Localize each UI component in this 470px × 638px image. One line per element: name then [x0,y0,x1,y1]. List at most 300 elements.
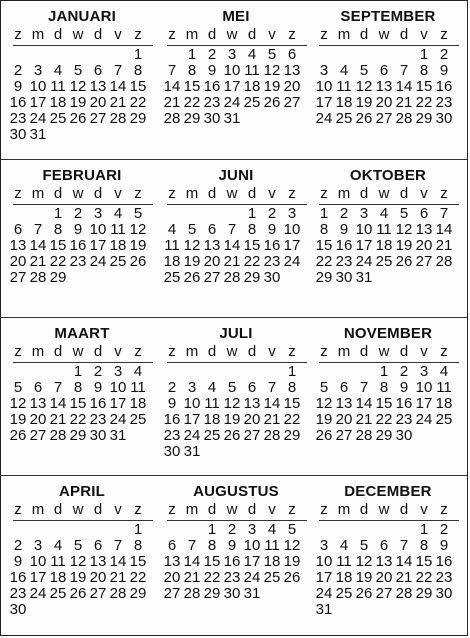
weekday-label: m [185,501,199,518]
day-cell: 14 [29,237,47,254]
weekday-separator [13,520,153,521]
day-cell: 31 [29,126,47,143]
weekday-label: w [226,185,238,202]
day-cell: 17 [89,237,107,254]
day-cell: 25 [203,427,221,444]
day-cell: 18 [49,94,67,111]
day-cell: 20 [375,569,393,586]
weekday-label: w [72,501,84,518]
day-cell: 7 [399,62,409,79]
day-cell: 7 [167,62,177,79]
day-cell: 27 [163,585,181,602]
day-cell: 14 [183,553,201,570]
weekday-label: v [268,501,276,518]
weekday-label: m [337,343,351,360]
weekday-label: z [168,343,176,360]
day-cell: 28 [395,585,413,602]
day-cell: 26 [263,94,281,111]
day-cell: 21 [29,253,47,270]
day-cell: 24 [315,585,333,602]
weekday-label: z [134,343,142,360]
day-cell: 22 [129,94,147,111]
day-cell: 29 [243,269,261,286]
day-cell: 15 [129,553,147,570]
day-cell: 7 [399,537,409,554]
day-cell: 21 [355,411,373,428]
day-cell: 23 [203,94,221,111]
day-cell: 13 [89,78,107,95]
weekday-label: z [14,185,22,202]
day-cell: 8 [73,379,83,396]
day-cell: 22 [183,94,201,111]
day-cell: 19 [129,237,147,254]
weekday-label: v [268,343,276,360]
day-cell: 2 [207,46,217,63]
day-cell: 11 [336,78,352,95]
day-cell: 27 [9,269,27,286]
weekday-label: z [440,185,448,202]
weekday-label: w [226,26,238,43]
month-title: MEI [222,8,250,25]
day-cell: 28 [49,427,67,444]
day-cell: 25 [49,585,67,602]
day-cell: 2 [339,205,349,222]
weekday-label: z [320,501,328,518]
day-cell: 9 [13,78,23,95]
day-cell: 10 [89,221,107,238]
day-cell: 16 [435,553,453,570]
weekday-label: d [247,501,257,518]
weekday-label: m [185,185,199,202]
day-cell: 8 [187,62,197,79]
day-cell: 28 [395,110,413,127]
day-cell: 24 [315,110,333,127]
weekday-label: w [72,343,84,360]
day-cell: 6 [207,221,217,238]
day-cell: 23 [395,411,413,428]
day-cell: 11 [50,78,66,95]
day-cell: 7 [113,62,123,79]
day-cell: 21 [183,569,201,586]
day-cell: 23 [163,427,181,444]
day-cell: 29 [129,110,147,127]
day-cell: 13 [283,62,301,79]
day-cell: 21 [163,94,181,111]
weekday-label: z [168,501,176,518]
day-cell: 26 [183,269,201,286]
day-cell: 26 [315,427,333,444]
day-cell: 3 [33,62,43,79]
day-cell: 27 [29,427,47,444]
day-cell: 16 [163,411,181,428]
day-cell: 8 [133,62,143,79]
day-cell: 22 [415,569,433,586]
day-cell: 18 [129,395,147,412]
weekday-label: z [14,26,22,43]
day-cell: 30 [435,585,453,602]
day-cell: 17 [415,395,433,412]
day-cell: 31 [183,443,201,460]
day-cell: 14 [435,221,453,238]
day-cell: 6 [287,46,297,63]
day-cell: 22 [49,253,67,270]
weekday-label: m [337,26,351,43]
day-cell: 3 [227,46,237,63]
weekday-label: d [399,26,409,43]
weekday-label: d [399,501,409,518]
day-cell: 25 [49,110,67,127]
day-cell: 15 [243,237,261,254]
month-title: FEBRUARI [42,167,122,184]
day-cell: 8 [53,221,63,238]
day-cell: 7 [267,379,277,396]
day-cell: 1 [187,46,197,63]
day-cell: 3 [287,205,297,222]
day-cell: 9 [93,379,103,396]
day-cell: 16 [9,569,27,586]
day-cell: 12 [395,221,413,238]
day-cell: 17 [315,569,333,586]
weekday-label: d [359,501,369,518]
day-cell: 12 [263,62,281,79]
day-cell: 14 [355,395,373,412]
day-cell: 13 [163,553,181,570]
day-cell: 1 [419,521,429,538]
day-cell: 1 [207,521,217,538]
weekday-label: z [14,343,22,360]
day-cell: 7 [359,379,369,396]
day-cell: 8 [419,537,429,554]
day-cell: 21 [109,569,127,586]
day-cell: 1 [287,363,297,380]
day-cell: 9 [227,537,237,554]
day-cell: 18 [435,395,453,412]
day-cell: 20 [89,569,107,586]
day-cell: 19 [355,569,373,586]
month-title: JUNI [218,167,254,184]
day-cell: 2 [267,205,277,222]
day-cell: 15 [415,78,433,95]
day-cell: 23 [69,253,87,270]
weekday-label: d [93,501,103,518]
day-cell: 14 [223,237,241,254]
day-cell: 22 [69,411,87,428]
day-cell: 20 [283,78,301,95]
month-block-december [313,476,463,634]
day-cell: 16 [263,237,281,254]
day-cell: 25 [263,569,281,586]
day-cell: 12 [129,221,147,238]
day-cell: 31 [223,110,241,127]
day-cell: 4 [53,62,63,79]
day-cell: 19 [355,94,373,111]
day-cell: 29 [415,585,433,602]
day-cell: 16 [89,395,107,412]
day-cell: 24 [183,427,201,444]
day-cell: 4 [207,379,217,396]
weekday-label: d [93,26,103,43]
day-cell: 30 [89,427,107,444]
day-cell: 22 [243,253,261,270]
day-cell: 19 [69,94,87,111]
day-cell: 23 [335,253,353,270]
weekday-label: v [114,501,122,518]
day-cell: 4 [113,205,123,222]
day-cell: 9 [207,62,217,79]
day-cell: 13 [375,78,393,95]
day-cell: 17 [283,237,301,254]
day-cell: 3 [419,363,429,380]
day-cell: 30 [435,110,453,127]
day-cell: 21 [49,411,67,428]
day-cell: 4 [247,46,257,63]
day-cell: 26 [129,253,147,270]
day-cell: 31 [109,427,127,444]
month-block-januari [7,1,157,159]
weekday-label: d [53,501,63,518]
weekday-label: v [114,343,122,360]
day-cell: 1 [133,521,143,538]
day-cell: 17 [355,237,373,254]
month-block-april [7,476,157,634]
weekday-label: v [268,26,276,43]
day-cell: 6 [339,379,349,396]
day-cell: 24 [29,585,47,602]
weekday-label: m [337,185,351,202]
day-cell: 4 [167,221,177,238]
weekday-label: d [359,343,369,360]
day-cell: 12 [223,395,241,412]
day-cell: 15 [49,237,67,254]
day-cell: 9 [439,537,449,554]
day-cell: 30 [263,269,281,286]
day-cell: 26 [355,585,373,602]
weekday-label: w [72,26,84,43]
day-cell: 4 [133,363,143,380]
day-cell: 25 [243,94,261,111]
weekday-separator [13,204,153,205]
day-cell: 11 [50,553,66,570]
day-cell: 5 [73,537,83,554]
day-cell: 23 [263,253,281,270]
day-cell: 18 [109,237,127,254]
weekday-label: z [134,185,142,202]
day-cell: 19 [263,78,281,95]
weekday-label: z [440,343,448,360]
day-cell: 24 [283,253,301,270]
day-cell: 9 [13,553,23,570]
day-cell: 16 [223,553,241,570]
calendar-row [1,475,467,634]
day-cell: 23 [435,569,453,586]
day-cell: 18 [203,411,221,428]
day-cell: 12 [355,78,373,95]
day-cell: 17 [29,569,47,586]
calendar-row [1,159,467,318]
month-block-mei [161,1,311,159]
day-cell: 1 [319,205,329,222]
weekday-label: m [185,343,199,360]
day-cell: 19 [69,569,87,586]
day-cell: 1 [419,46,429,63]
weekday-separator [167,520,307,521]
day-cell: 26 [69,110,87,127]
weekday-separator [319,520,459,521]
day-cell: 5 [359,537,369,554]
day-cell: 10 [243,537,261,554]
day-cell: 2 [13,62,23,79]
day-cell: 7 [53,379,63,396]
day-cell: 10 [315,553,333,570]
day-cell: 19 [283,553,301,570]
day-cell: 29 [49,269,67,286]
day-cell: 7 [187,537,197,554]
day-cell: 13 [243,395,261,412]
weekday-label: d [93,185,103,202]
weekday-label: m [31,343,45,360]
weekday-label: z [134,501,142,518]
day-cell: 27 [89,585,107,602]
day-cell: 8 [133,537,143,554]
day-cell: 3 [33,537,43,554]
day-cell: 30 [9,126,27,143]
day-cell: 28 [223,269,241,286]
day-cell: 18 [263,553,281,570]
day-cell: 20 [29,411,47,428]
weekday-separator [13,45,153,46]
day-cell: 30 [223,585,241,602]
day-cell: 5 [359,62,369,79]
weekday-label: d [207,343,217,360]
day-cell: 24 [243,569,261,586]
weekday-label: z [288,343,296,360]
weekday-separator [167,362,307,363]
month-block-maart [7,318,157,476]
day-cell: 28 [183,585,201,602]
day-cell: 28 [29,269,47,286]
day-cell: 13 [203,237,221,254]
day-cell: 6 [93,537,103,554]
day-cell: 12 [183,237,201,254]
day-cell: 11 [164,237,180,254]
month-block-augustus [161,476,311,634]
day-cell: 11 [436,379,452,396]
weekday-label: w [72,185,84,202]
day-cell: 18 [49,569,67,586]
day-cell: 28 [263,427,281,444]
day-cell: 5 [267,46,277,63]
month-block-juli [161,318,311,476]
day-cell: 19 [315,411,333,428]
weekday-label: m [31,501,45,518]
day-cell: 7 [439,205,449,222]
weekday-label: d [247,343,257,360]
day-cell: 17 [243,553,261,570]
day-cell: 28 [163,110,181,127]
day-cell: 10 [355,221,373,238]
day-cell: 29 [415,110,433,127]
weekday-label: v [114,185,122,202]
weekday-label: z [440,501,448,518]
day-cell: 4 [53,537,63,554]
day-cell: 5 [227,379,237,396]
day-cell: 4 [379,205,389,222]
day-cell: 19 [9,411,27,428]
day-cell: 29 [375,427,393,444]
weekday-label: d [53,26,63,43]
day-cell: 9 [73,221,83,238]
day-cell: 28 [355,427,373,444]
day-cell: 6 [379,62,389,79]
month-block-november [313,318,463,476]
weekday-label: z [168,185,176,202]
day-cell: 15 [69,395,87,412]
day-cell: 3 [113,363,123,380]
weekday-label: z [288,185,296,202]
day-cell: 5 [13,379,23,396]
weekday-label: v [420,501,428,518]
day-cell: 24 [355,253,373,270]
day-cell: 14 [109,78,127,95]
day-cell: 27 [335,427,353,444]
day-cell: 24 [223,94,241,111]
day-cell: 8 [207,537,217,554]
day-cell: 22 [375,411,393,428]
day-cell: 21 [263,411,281,428]
month-title: AUGUSTUS [193,483,279,500]
month-block-februari [7,160,157,318]
weekday-label: d [399,185,409,202]
calendar-row [1,1,467,159]
weekday-label: z [320,26,328,43]
day-cell: 10 [183,395,201,412]
day-cell: 13 [29,395,47,412]
day-cell: 23 [9,585,27,602]
day-cell: 30 [203,110,221,127]
day-cell: 1 [379,363,389,380]
day-cell: 28 [109,585,127,602]
day-cell: 25 [109,253,127,270]
day-cell: 2 [13,537,23,554]
day-cell: 30 [163,443,181,460]
day-cell: 16 [335,237,353,254]
month-title: JULI [219,325,253,342]
day-cell: 18 [163,253,181,270]
day-cell: 14 [109,553,127,570]
day-cell: 29 [183,110,201,127]
day-cell: 25 [163,269,181,286]
month-block-juni [161,160,311,318]
day-cell: 22 [315,253,333,270]
weekday-label: d [247,185,257,202]
day-cell: 18 [243,78,261,95]
day-cell: 10 [283,221,301,238]
day-cell: 11 [336,553,352,570]
day-cell: 12 [9,395,27,412]
day-cell: 14 [395,78,413,95]
day-cell: 6 [13,221,23,238]
day-cell: 28 [435,253,453,270]
day-cell: 13 [335,395,353,412]
weekday-label: d [53,343,63,360]
day-cell: 28 [109,110,127,127]
day-cell: 9 [167,395,177,412]
weekday-label: m [337,501,351,518]
day-cell: 10 [29,553,47,570]
weekday-label: z [320,185,328,202]
day-cell: 11 [130,379,146,396]
day-cell: 14 [49,395,67,412]
